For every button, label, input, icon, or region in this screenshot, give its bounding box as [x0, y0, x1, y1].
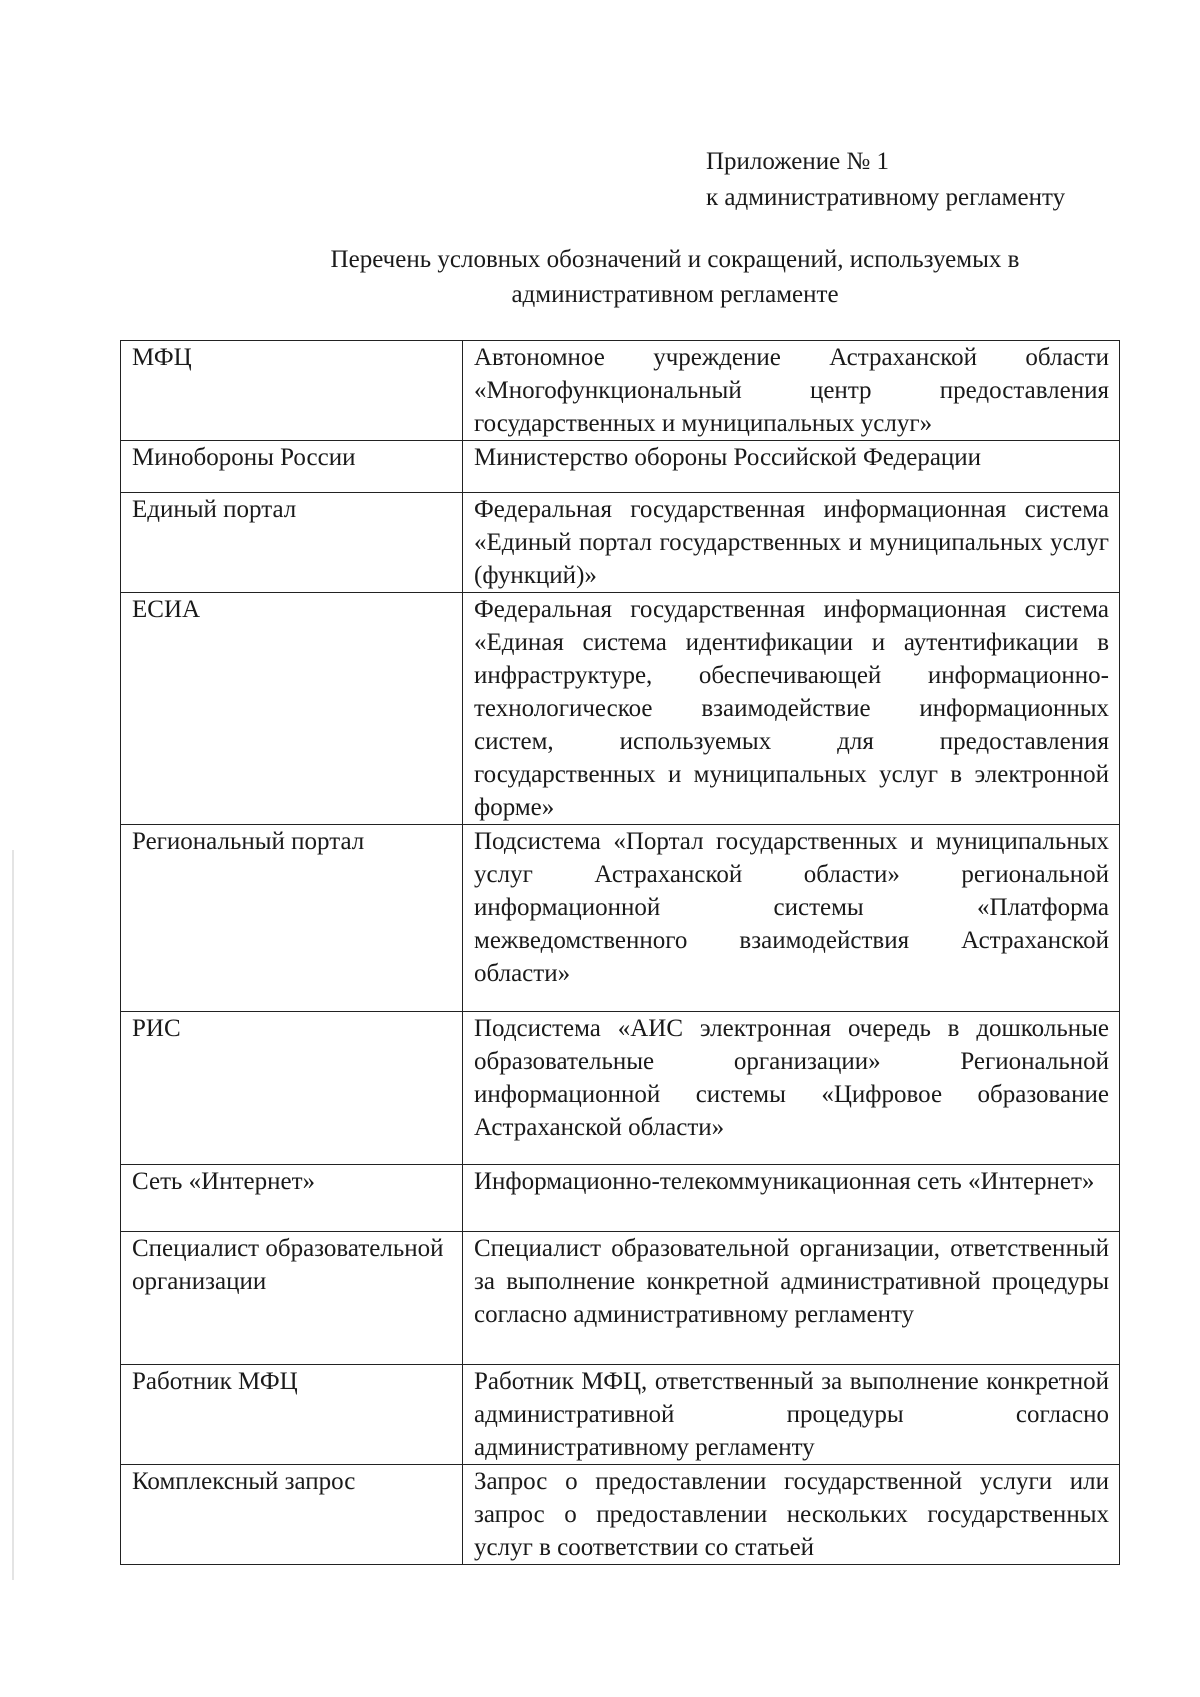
- document-title: [200, 242, 1150, 312]
- title-line-1: Перечень условных обозначений и сокращений, используемых в: [330, 246, 1020, 273]
- term-cell: Региональный портал: [121, 825, 463, 1012]
- table-row: [121, 1165, 1120, 1232]
- table-row: [121, 1365, 1120, 1465]
- definition-cell: Автономное учреждение Астраханской области «Многофункциональный центр предоставления государственных и муниципальных услуг»: [463, 341, 1120, 441]
- table-row: [121, 441, 1120, 493]
- table-row: [121, 341, 1120, 441]
- definition-cell: Специалист образовательной организации, ответственный за выполнение конкретной административной процедуры согласно административному регламенту: [463, 1232, 1120, 1365]
- term-cell: Единый портал: [121, 493, 463, 593]
- title-line-2: административном регламенте: [511, 281, 839, 308]
- abbreviations-table: [120, 340, 1120, 1565]
- term-cell: Работник МФЦ: [121, 1365, 463, 1465]
- appendix-heading: [706, 144, 1065, 216]
- term-cell: ЕСИА: [121, 593, 463, 825]
- definition-cell: Работник МФЦ, ответственный за выполнение конкретной административной процедуры согласно административному регламенту: [463, 1365, 1120, 1465]
- appendix-reference: к административному регламенту: [706, 184, 1066, 211]
- term-cell: Специалист образовательной организации: [121, 1232, 463, 1365]
- table-row: [121, 825, 1120, 1012]
- definition-cell: Запрос о предоставлении государственной услуги или запрос о предоставлении нескольких государственных услуг в соответствии со статьей: [463, 1465, 1120, 1565]
- definition-cell: Информационно-телекоммуникационная сеть «Интернет»: [463, 1165, 1120, 1232]
- table-row: [121, 593, 1120, 825]
- appendix-number: Приложение № 1: [706, 148, 890, 175]
- term-cell: Минобороны России: [121, 441, 463, 493]
- term-cell: Сеть «Интернет»: [121, 1165, 463, 1232]
- table-row: [121, 1232, 1120, 1365]
- term-cell: МФЦ: [121, 341, 463, 441]
- definition-cell: Подсистема «Портал государственных и муниципальных услуг Астраханской области» региональной информационной системы «Платформа межведомственного взаимодействия Астраханской области»: [463, 825, 1120, 1012]
- definition-cell: Федеральная государственная информационная система «Единая система идентификации и аутентификации в инфраструктуре, обеспечивающей информационно-технологическое взаимодействие информационных систем, используемых для предоставления государственных и муниципальных услуг в электронной форме»: [463, 593, 1120, 825]
- definition-cell: Министерство обороны Российской Федерации: [463, 441, 1120, 493]
- table-row: [121, 1012, 1120, 1165]
- definition-cell: Федеральная государственная информационная система «Единый портал государственных и муниципальных услуг (функций)»: [463, 493, 1120, 593]
- definition-cell: Подсистема «АИС электронная очередь в дошкольные образовательные организации» Региональной информационной системы «Цифровое образование Астраханской области»: [463, 1012, 1120, 1165]
- table-row: [121, 493, 1120, 593]
- scan-edge-mark: [12, 850, 14, 1580]
- term-cell: Комплексный запрос: [121, 1465, 463, 1565]
- term-cell: РИС: [121, 1012, 463, 1165]
- table-row: [121, 1465, 1120, 1565]
